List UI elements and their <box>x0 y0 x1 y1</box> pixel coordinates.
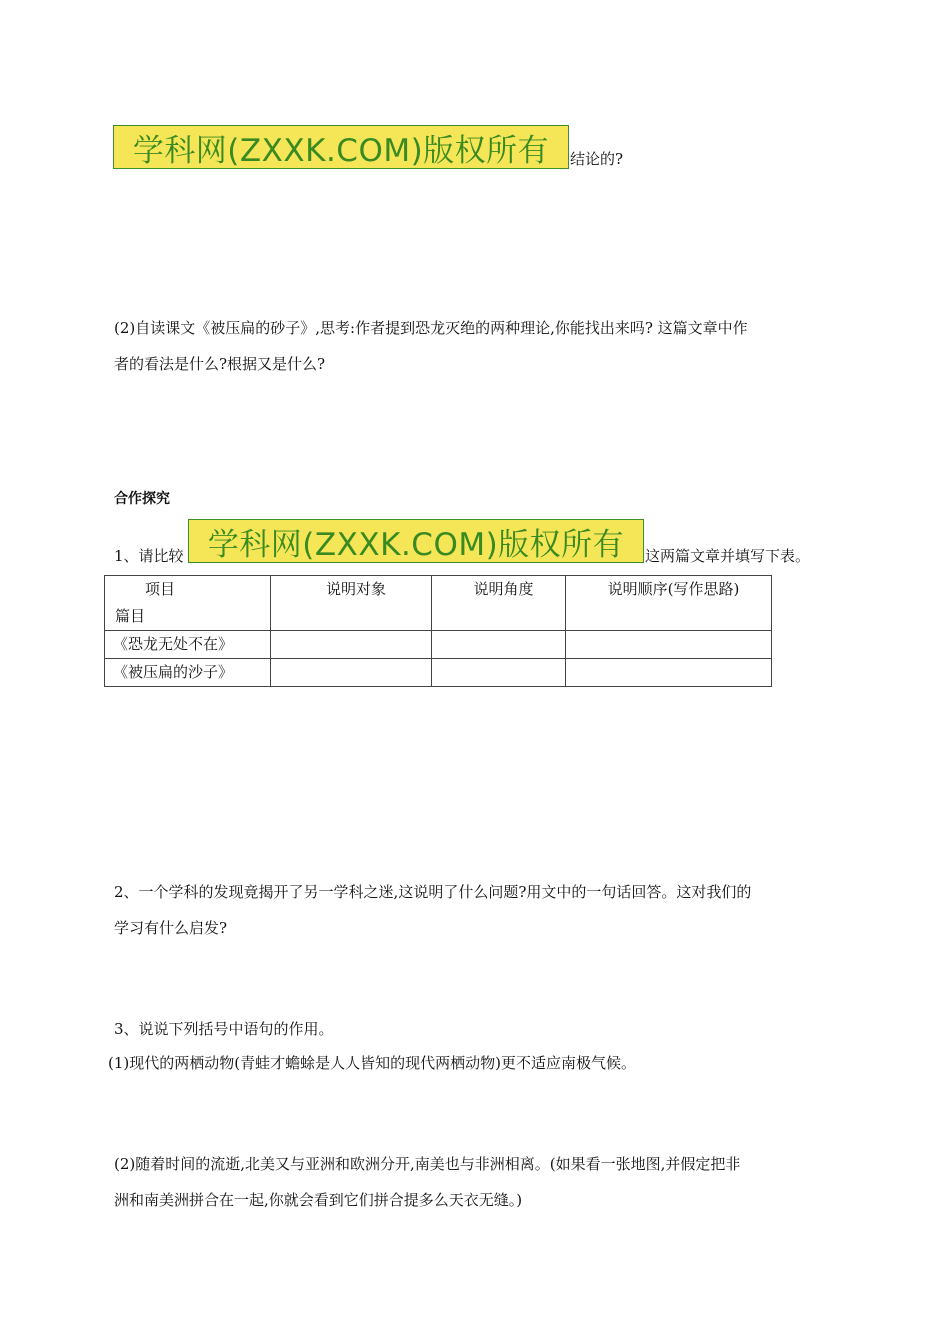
table-header-cell: 说明对象 <box>271 576 432 631</box>
item-2-line-1: 2、一个学科的发现竟揭开了另一学科之迷,这说明了什么问题?用文中的一句话回答。这对我们的 <box>114 883 752 901</box>
item-1-suffix: 这两篇文章并填写下表。 <box>645 547 811 565</box>
question-1-tail: 结论的? <box>570 150 624 168</box>
header-article-label: 篇目 <box>115 607 146 625</box>
table-cell[interactable] <box>432 631 566 659</box>
comparison-table <box>104 575 772 687</box>
table-header-cell: 说明角度 <box>432 576 566 631</box>
header-item-label: 项目 <box>145 580 176 598</box>
item-3-sub-2-line-2: 洲和南美洲拼合在一起,你就会看到它们拼合提多么天衣无缝。) <box>114 1191 523 1209</box>
table-cell[interactable] <box>432 659 566 687</box>
item-1-prefix: 1、请比较 <box>114 547 184 565</box>
table-cell[interactable] <box>566 659 772 687</box>
table-row <box>105 659 772 687</box>
table-header-row <box>105 576 772 631</box>
watermark-stamp: 学科网(ZXXK.COM)版权所有 <box>188 519 644 563</box>
watermark-stamp: 学科网(ZXXK.COM)版权所有 <box>113 125 569 169</box>
question-2-line-1: (2)自读课文《被压扁的砂子》,思考:作者提到恐龙灭绝的两种理论,你能找出来吗? 这篇文章中作 <box>114 319 748 337</box>
table-header-corner <box>105 576 271 631</box>
table-cell[interactable] <box>566 631 772 659</box>
item-3-sub-2-line-1: (2)随着时间的流逝,北美又与亚洲和欧洲分开,南美也与非洲相离。(如果看一张地图,并假定把非 <box>114 1155 741 1173</box>
table-row <box>105 631 772 659</box>
table-row-title: 《恐龙无处不在》 <box>105 631 271 659</box>
table-header-cell: 说明顺序(写作思路) <box>566 576 772 631</box>
table-cell[interactable] <box>271 659 432 687</box>
table-row-title: 《被压扁的沙子》 <box>105 659 271 687</box>
item-3-sub-1: (1)现代的两栖动物(青蛙才蟾蜍是人人皆知的现代两栖动物)更不适应南极气候。 <box>108 1054 636 1072</box>
question-2-line-2: 者的看法是什么?根据又是什么? <box>114 355 326 373</box>
table-cell[interactable] <box>271 631 432 659</box>
item-3-heading: 3、说说下列括号中语句的作用。 <box>114 1020 334 1038</box>
item-2-line-2: 学习有什么启发? <box>114 919 228 937</box>
section-heading: 合作探究 <box>114 491 170 507</box>
